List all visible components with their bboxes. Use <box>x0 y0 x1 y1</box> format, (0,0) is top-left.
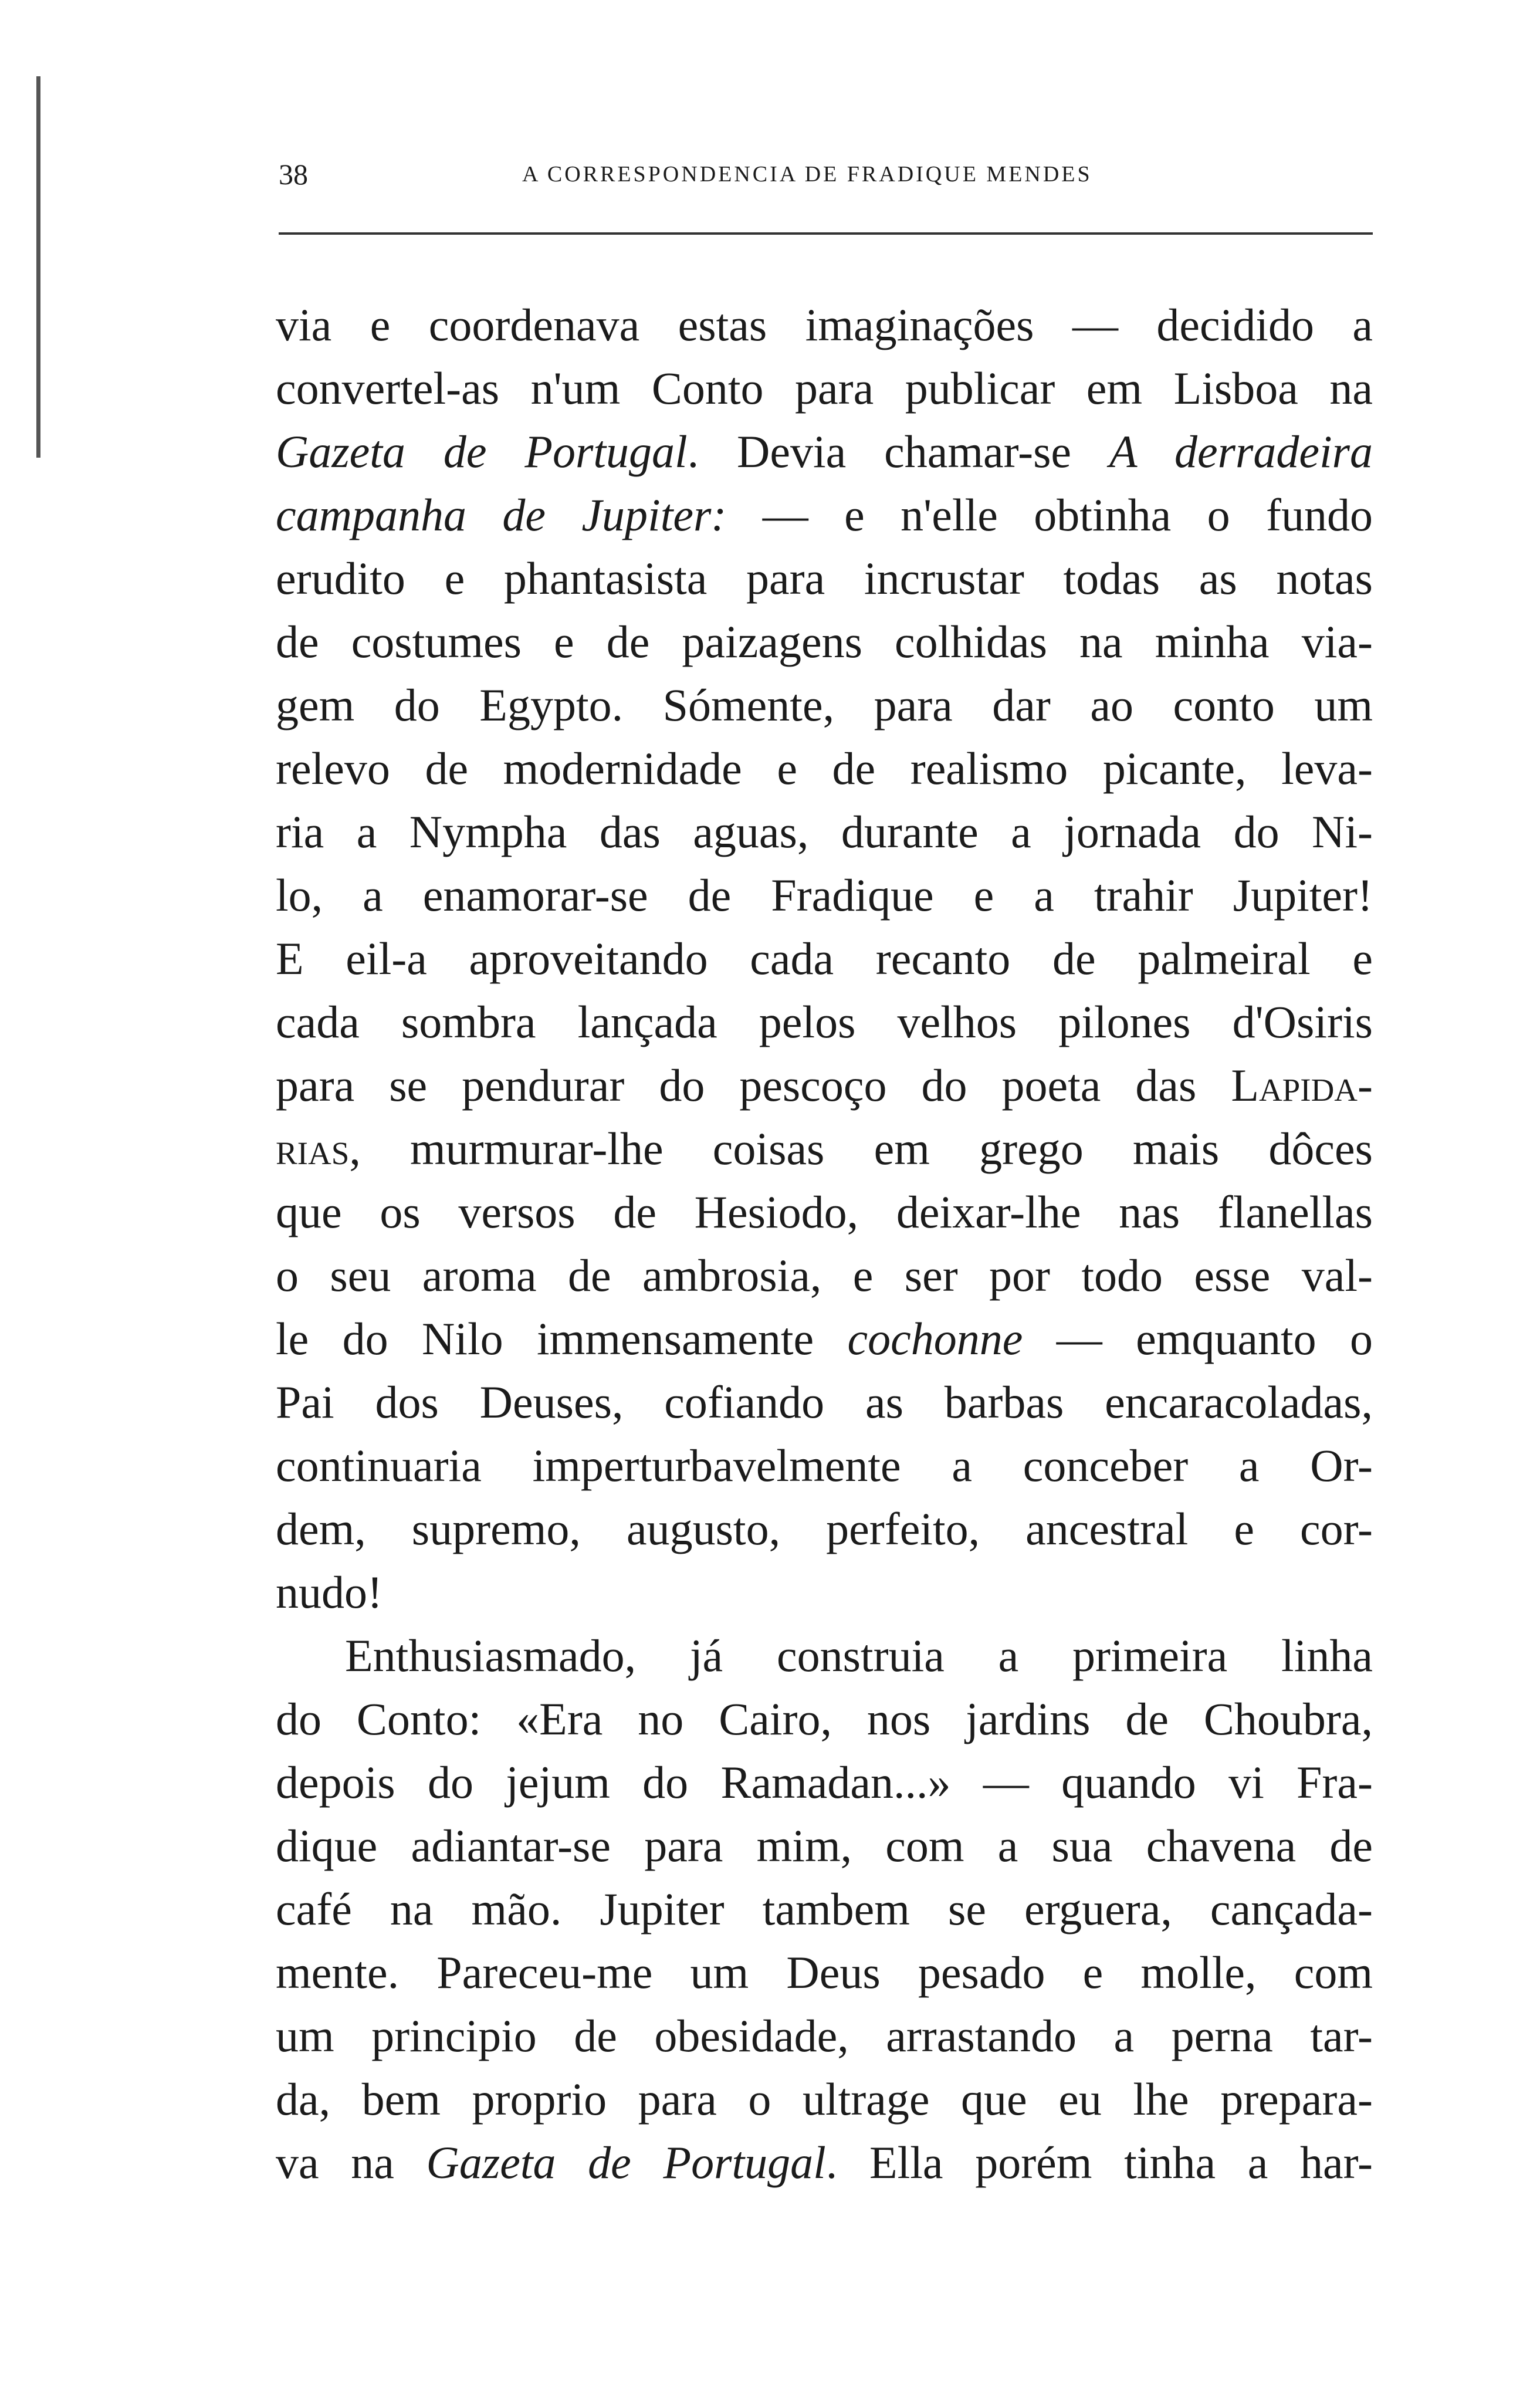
text-line: via e coordenava estas imaginações — decidido a <box>276 299 1373 350</box>
italic-phrase: campanha de Jupiter: <box>276 489 727 540</box>
text-line: da, bem proprio para o ultrage que eu lhe prepara- <box>276 2074 1373 2125</box>
text-line: de costumes e de paizagens colhidas na minha via- <box>276 616 1373 667</box>
italic-phrase: Gazeta de Portugal <box>426 2137 826 2188</box>
small-caps-phrase: Lapida- <box>1231 1060 1373 1111</box>
text-line: rias, murmurar-lhe coisas em grego mais dôces <box>276 1123 1373 1174</box>
text-line: lo, a enamorar-se de Fradique e a trahir Jupiter! <box>276 870 1373 921</box>
text-line: nudo! <box>276 1567 382 1618</box>
text-line: continuaria imperturbavelmente a conceber a Or- <box>276 1440 1373 1491</box>
running-title: A CORRESPONDENCIA DE FRADIQUE MENDES <box>522 162 1092 187</box>
text-line: um principio de obesidade, arrastando a perna tar- <box>276 2010 1373 2061</box>
page-number: 38 <box>279 158 308 191</box>
page-edge-shadow <box>36 76 40 458</box>
text-line: café na mão. Jupiter tambem se erguera, cançada- <box>276 1883 1373 1934</box>
text-line: Gazeta de Portugal. Devia chamar-se A derradeira <box>276 426 1373 477</box>
text-line: ria a Nympha das aguas, durante a jornada do Ni- <box>276 806 1373 857</box>
text-line: dem, supremo, augusto, perfeito, ancestral e cor- <box>276 1503 1373 1554</box>
text-line: Enthusiasmado, já construia a primeira linha <box>345 1630 1373 1681</box>
text-line: le do Nilo immensamente cochonne — emquanto o <box>276 1313 1373 1364</box>
text-line: depois do jejum do Ramadan...» — quando vi Fra- <box>276 1757 1373 1808</box>
text-line: convertel-as n'um Conto para publicar em Lisboa na <box>276 363 1373 414</box>
italic-phrase: cochonne <box>847 1313 1023 1364</box>
text-line: va na Gazeta de Portugal. Ella porém tinha a har- <box>276 2137 1373 2188</box>
text-line: E eil-a aproveitando cada recanto de palmeiral e <box>276 933 1373 984</box>
text-line: relevo de modernidade e de realismo picante, leva- <box>276 743 1373 794</box>
italic-phrase: Gazeta de Portugal <box>276 426 688 477</box>
body-text <box>276 293 1373 2194</box>
text-line: gem do Egypto. Sómente, para dar ao conto um <box>276 679 1373 730</box>
text-line: dique adiantar-se para mim, com a sua chavena de <box>276 1820 1373 1871</box>
text-line: que os versos de Hesiodo, deixar-lhe nas flanellas <box>276 1186 1373 1237</box>
small-caps-phrase: rias <box>276 1123 350 1174</box>
text-line: para se pendurar do pescoço do poeta das Lapida- <box>276 1060 1373 1111</box>
text-line: do Conto: «Era no Cairo, nos jardins de Choubra, <box>276 1693 1373 1744</box>
italic-phrase: A derradeira <box>1109 426 1373 477</box>
header-rule <box>279 232 1373 235</box>
text-line: erudito e phantasista para incrustar todas as notas <box>276 553 1373 604</box>
text-line: campanha de Jupiter: — e n'elle obtinha o fundo <box>276 489 1373 540</box>
page-header <box>279 154 1382 195</box>
text-line: Pai dos Deuses, cofiando as barbas encaracoladas, <box>276 1377 1373 1428</box>
text-line: mente. Pareceu-me um Deus pesado e molle, com <box>276 1947 1373 1998</box>
text-line: cada sombra lançada pelos velhos pilones d'Osiris <box>276 996 1373 1047</box>
text-line: o seu aroma de ambrosia, e ser por todo esse val- <box>276 1250 1373 1301</box>
